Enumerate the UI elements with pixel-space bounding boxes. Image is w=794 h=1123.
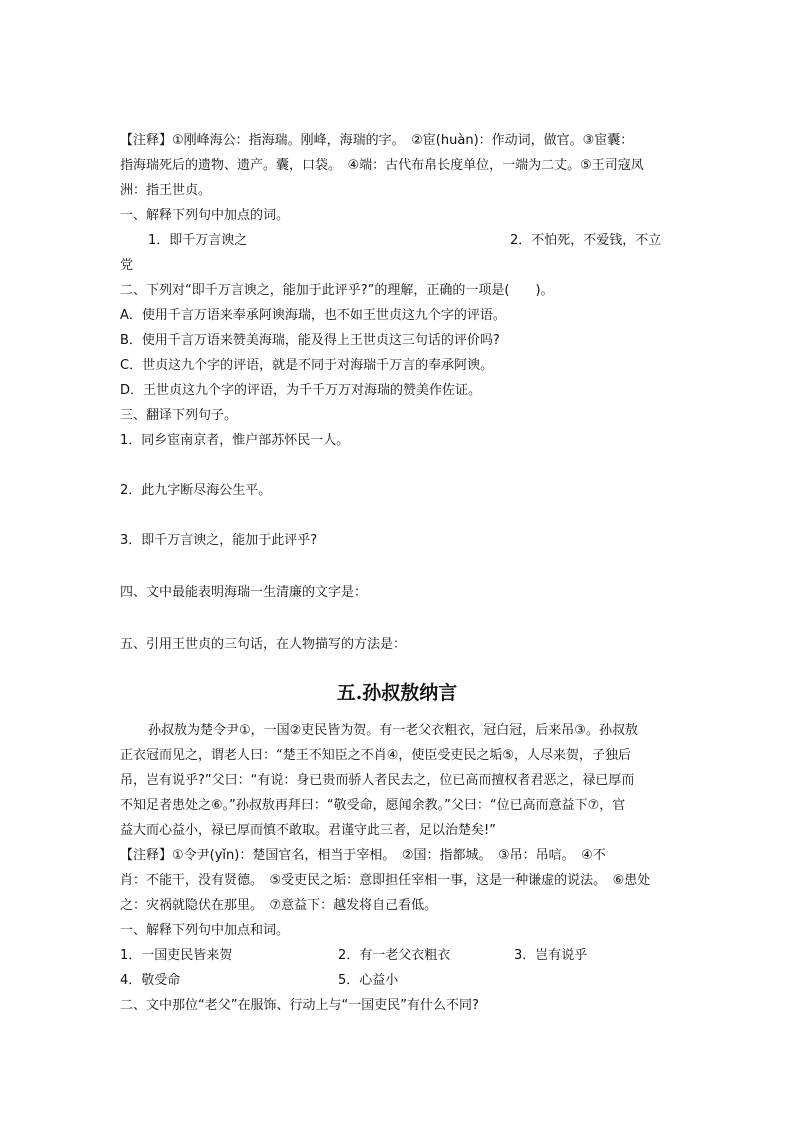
notes-line-3: 洲：指王世贞。 [120, 183, 212, 198]
question2-2: 二、文中那位“老父”在服饰、行动上与“一国吏民”有什么不同? [120, 998, 479, 1013]
option-d: D．王世贞这九个字的评语，为千千万万对海瑞的赞美作佐证。 [120, 383, 482, 398]
question-5: 五、引用王世贞的三句话，在人物描写的方法是： [120, 637, 407, 652]
translate-item-3: 3．即千万言谀之，能加于此评乎? [120, 533, 318, 548]
notes2-line-1: 【注释】①令尹(yǐn)：楚国官名，相当于宰相。 ②国：指都城。 ③吊：吊唁。 ④不 [120, 848, 606, 863]
question-2-heading: 二、下列对“即千万言谀之，能加于此评乎?”的理解，正确的一项是( )。 [120, 283, 554, 298]
notes-line-1: 【注释】①刚峰海公：指海瑞。刚峰，海瑞的字。 ②宦(huàn)：作动词，做官。③宦囊： [120, 133, 634, 148]
notes2-line-3: 之：灾祸就隐伏在那里。 ⑦意益下：越发将自己看低。 [120, 898, 438, 913]
question-1-heading: 一、解释下列句中加点的词。 [120, 208, 290, 223]
passage-line-3: 吊，岂有说乎?”父曰：“有说：身已贵而骄人者民去之，位已高而擅权者君恶之，禄已厚而 [120, 773, 635, 788]
notes-line-2: 指海瑞死后的遗物、遗产。囊，口袋。 ④端：古代布帛长度单位，一端为二丈。⑤王司寇凤 [120, 158, 644, 173]
vocab-item-2: 2．有一老父衣粗衣 [338, 948, 451, 963]
vocab-item-4: 4．敬受命 [120, 973, 181, 988]
option-c: C．世贞这九个字的评语，就是不同于对海瑞千万言的奉承阿谀。 [120, 358, 494, 373]
option-a: A．使用千言万语来奉承阿谀海瑞，也不如王世贞这九个字的评语。 [120, 308, 506, 323]
passage-line-2: 正衣冠而见之，谓老人曰：“楚王不知臣之不肖④，使臣受吏民之垢⑤，人尽来贺，子独后 [120, 748, 632, 763]
passage-line-5: 益大而心益小，禄已厚而慎不敢取。君谨守此三者，足以治楚矣!” [120, 823, 496, 838]
question-4: 四、文中最能表明海瑞一生清廉的文字是： [120, 585, 368, 600]
section-title: 五.孙叔敖纳言 [336, 682, 458, 704]
vocab-item-3: 3．岂有说乎 [514, 948, 588, 963]
passage-line-4: 不知足者患处之⑥。”孙叔敖再拜曰：“敬受命，愿闻余教。”父曰：“位已高而意益下⑦，官 [120, 798, 626, 813]
question-3-heading: 三、翻译下列句子。 [120, 408, 238, 423]
question-1-item-1: 1．即千万言谀之 [148, 233, 248, 248]
translate-item-2: 2．此九字断尽海公生平。 [120, 483, 272, 498]
question2-1-heading: 一、解释下列句中加点和词。 [120, 923, 290, 938]
question-1-item-2: 2．不怕死，不爱钱，不立 [510, 233, 662, 248]
vocab-item-5: 5．心益小 [338, 973, 399, 988]
passage-line-1: 孙叔敖为楚令尹①，一国②吏民皆为贺。有一老父衣粗衣，冠白冠，后来吊③。孙叔敖 [148, 723, 638, 738]
translate-item-1: 1．同乡宦南京者，惟户部苏怀民一人。 [120, 433, 350, 448]
question-1-item-2-cont: 党 [120, 258, 134, 273]
vocab-item-1: 1．一国吏民皆来贺 [120, 948, 233, 963]
notes2-line-2: 肖：不能干，没有贤德。 ⑤受吏民之垢：意即担任宰相一事，这是一种谦虚的说法。 ⑥患处 [120, 873, 651, 888]
option-b: B．使用千言万语来赞美海瑞，能及得上王世贞这三句话的评价吗? [120, 333, 500, 348]
